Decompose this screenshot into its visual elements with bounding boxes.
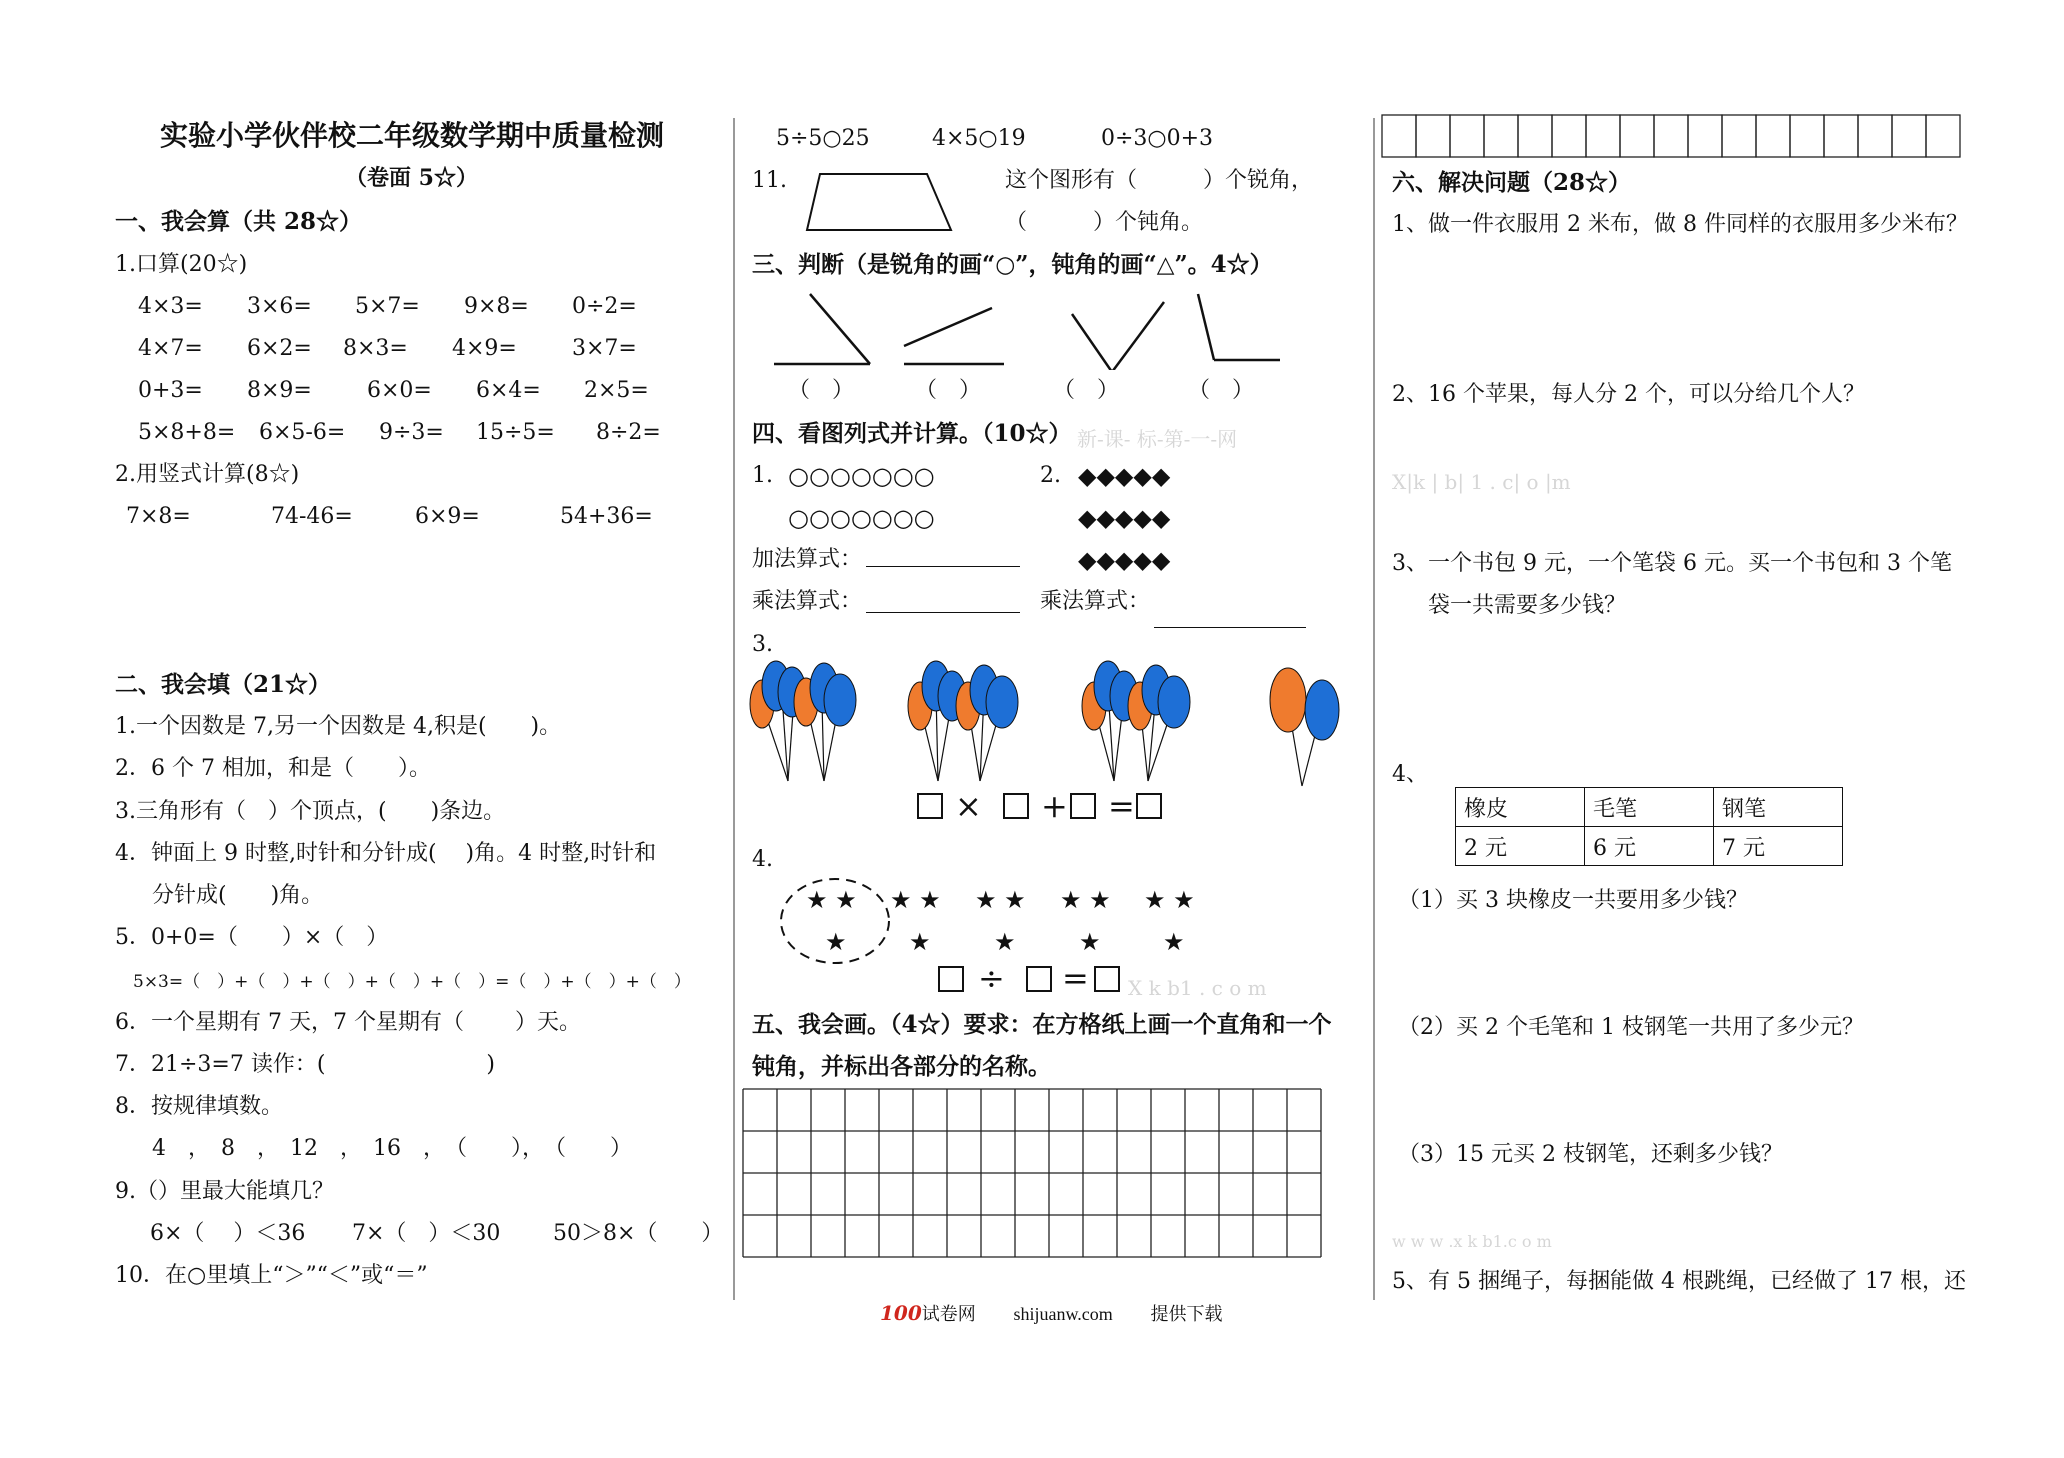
stars: ★ (1163, 928, 1185, 956)
cell-box (1586, 115, 1620, 157)
cell-box (1620, 115, 1654, 157)
diamonds-row: ◆◆◆◆◆ (1078, 504, 1171, 532)
math-item: 0+3= (138, 378, 203, 403)
angle-figures (770, 290, 1290, 370)
problem-number: 2. (1040, 463, 1061, 488)
calc-item: 6×9= (415, 504, 480, 529)
word-problem-cont: 袋一共需要多少钱？ (1428, 593, 1627, 618)
word-problem: 1、做一件衣服用 2 米布，做 8 件同样的衣服用多少米布？ (1392, 212, 1968, 237)
diamonds-row: ◆◆◆◆◆ (1078, 546, 1171, 574)
answer-box[interactable] (917, 793, 943, 819)
multiplication-label: 乘法算式： (752, 589, 863, 614)
download-note: 提供下载 (1150, 1304, 1223, 1325)
answer-box[interactable] (1136, 793, 1162, 819)
cell-box (1722, 115, 1756, 157)
question-number: 11. (752, 168, 787, 193)
math-item: 15÷5= (476, 420, 555, 445)
fill-question-cont: （ ）个钝角。 (1005, 210, 1204, 235)
section-5-heading-cont: 钝角，并标出各部分的名称。 (752, 1053, 1051, 1080)
math-item: 6×5-6= (259, 420, 346, 445)
circles-row: ○○○○○○○ (788, 504, 935, 532)
answer-paren[interactable]: （ ） (915, 378, 982, 403)
angle-figure (1198, 294, 1280, 360)
cell-box (1382, 115, 1416, 157)
fill-question: 6．一个星期有 7 天，7 个星期有（ ）天。 (115, 1010, 581, 1035)
divide-symbol: ÷ (978, 959, 1005, 997)
section-4-heading: 四、看图列式并计算。（10☆） (752, 420, 1072, 447)
fill-question: 7．21÷3=7 读作：( ) (115, 1052, 496, 1077)
cell-box (1484, 115, 1518, 157)
cell-box (1654, 115, 1688, 157)
answer-paren[interactable]: （ ） (1053, 378, 1120, 403)
answer-box[interactable] (1070, 793, 1096, 819)
math-item: 0÷2= (572, 294, 637, 319)
site-url[interactable]: shijuanw.com (1013, 1304, 1113, 1324)
compare-item: 6×（ ）＜36 (150, 1221, 306, 1246)
plus-symbol: + (1041, 787, 1068, 825)
problem-number: 1. (752, 463, 773, 488)
fill-question: 4．钟面上 9 时整,时针和分针成( )角。4 时整,时针和 (115, 841, 657, 866)
fill-question: 这个图形有（ ）个锐角， (1005, 168, 1314, 193)
multiplication-label: 乘法算式： (1040, 589, 1151, 614)
balloon-group (1082, 661, 1190, 781)
calc-item: 7×8= (126, 504, 191, 529)
balloon-group (1270, 668, 1339, 786)
addition-label: 加法算式： (752, 547, 863, 572)
math-item: 5×7= (355, 294, 420, 319)
balloon-groups (748, 656, 1348, 791)
compare-item: 50＞8×（ ） (553, 1221, 724, 1246)
equals-symbol: = (1108, 787, 1135, 825)
cell-box (1450, 115, 1484, 157)
answer-line[interactable] (1154, 627, 1306, 628)
fill-question: 3.三角形有（ ）个顶点，( )条边。 (115, 799, 506, 824)
math-item: 4×3= (138, 294, 203, 319)
price-table (1455, 787, 1843, 866)
angle-figure (1072, 302, 1164, 370)
column-divider (733, 118, 735, 1300)
answer-paren[interactable]: （ ） (1188, 378, 1255, 403)
angle-figure (904, 308, 1004, 364)
fill-question-cont: 分针成( )角。 (152, 883, 324, 908)
diamonds-row: ◆◆◆◆◆ (1078, 462, 1171, 490)
cell-box (1926, 115, 1960, 157)
stars: ★ (909, 928, 931, 956)
math-item: 3×7= (572, 336, 637, 361)
math-item: 4×9= (452, 336, 517, 361)
section-2-heading: 二、我会填（21☆） (115, 671, 332, 698)
compare-item: 5÷5○25 (776, 126, 870, 151)
angle-figure (774, 294, 870, 364)
cell-box (1552, 115, 1586, 157)
table-cell: 毛笔 (1585, 788, 1714, 827)
table-cell: 7 元 (1714, 827, 1843, 866)
stars: ★ ★ (1144, 886, 1195, 914)
balloon-group (750, 661, 856, 781)
stars: ★ (994, 928, 1016, 956)
multiply-symbol: × (955, 787, 982, 825)
compare-item: 4×5○19 (932, 126, 1026, 151)
watermark: 新-课- 标-第-一-网 (1077, 427, 1238, 451)
watermark: X k b1 . c o m (1128, 976, 1267, 1000)
stars: ★ (825, 928, 847, 956)
cell-box (1688, 115, 1722, 157)
cell-box (1790, 115, 1824, 157)
page-title: 实验小学伙伴校二年级数学期中质量检测 (160, 119, 665, 152)
problem-number: 3. (752, 632, 773, 657)
trapezoid-figure (805, 172, 955, 234)
section-1-sub-1: 1.口算(20☆) (115, 252, 248, 277)
top-cell-strip (1381, 114, 1965, 160)
fill-question: 1.一个因数是 7,另一个因数是 4,积是( )。 (115, 714, 562, 739)
section-6-heading: 六、解决问题（28☆） (1392, 169, 1632, 196)
word-problem: 2、16 个苹果，每人分 2 个，可以分给几个人？ (1392, 382, 1865, 407)
sub-question: （3）15 元买 2 枝钢笔，还剩多少钱？ (1398, 1142, 1783, 1167)
watermark: w w w .x k b1.c o m (1392, 1232, 1552, 1251)
compare-item: 7×（ ）＜30 (352, 1221, 501, 1246)
grid-paper[interactable] (742, 1088, 1326, 1260)
footer (880, 1300, 1223, 1326)
fill-question: 2．6 个 7 相加，和是（ ）。 (115, 756, 431, 781)
fill-question-cont: 5×3=（ ）+（ ）+（ ）+（ ）+（ ）=（ ）+（ ）+（ ） (133, 972, 691, 992)
equals-symbol: = (1062, 959, 1089, 997)
table-cell: 钢笔 (1714, 788, 1843, 827)
stars: ★ ★ (975, 886, 1026, 914)
math-item: 9÷3= (379, 420, 444, 445)
cell-box (1756, 115, 1790, 157)
math-item: 5×8+8= (138, 420, 236, 445)
problem-number: 4. (752, 847, 773, 872)
math-item: 3×6= (247, 294, 312, 319)
cell-box (1858, 115, 1892, 157)
table-cell: 6 元 (1585, 827, 1714, 866)
site-name: 试卷网 (921, 1304, 976, 1325)
answer-box[interactable] (1094, 966, 1120, 992)
word-problem: 3、一个书包 9 元，一个笔袋 6 元。买一个书包和 3 个笔 (1392, 551, 1952, 576)
math-item: 8÷2= (596, 420, 661, 445)
math-item: 8×9= (247, 378, 312, 403)
word-problem: 4、 (1392, 762, 1428, 787)
balloon-group (908, 661, 1018, 781)
table-row (1456, 788, 1843, 827)
word-problem: 5、有 5 捆绳子，每捆能做 4 根跳绳，已经做了 17 根，还 (1392, 1269, 1966, 1294)
table-cell: 2 元 (1456, 827, 1585, 866)
pattern-sequence: 4 ， 8 ， 12 ， 16 ， （ ）， （ ） (152, 1136, 632, 1161)
cell-box (1824, 115, 1858, 157)
fill-question: 8．按规律填数。 (115, 1094, 283, 1119)
site-logo: 100 (880, 1301, 922, 1325)
calc-item: 74-46= (271, 504, 353, 529)
math-item: 4×7= (138, 336, 203, 361)
sub-question: （1）买 3 块橡皮一共要用多少钱？ (1398, 888, 1748, 913)
compare-item: 0÷3○0+3 (1101, 126, 1214, 151)
math-item: 6×4= (476, 378, 541, 403)
cell-box (1518, 115, 1552, 157)
answer-box[interactable] (1003, 793, 1029, 819)
fill-question: 10．在○里填上“＞”“＜”或“＝” (115, 1263, 428, 1288)
table-row (1456, 827, 1843, 866)
column-divider (1373, 118, 1375, 1300)
page-subtitle: （卷面 5☆） (345, 165, 478, 191)
section-5-heading: 五、我会画。（4☆）要求：在方格纸上画一个直角和一个 (752, 1011, 1332, 1038)
section-3-heading: 三、判断（是锐角的画“○”，钝角的画“△”。4☆） (752, 251, 1273, 278)
answer-box[interactable] (938, 966, 964, 992)
fill-question: 9.（）里最大能填几？ (115, 1179, 334, 1204)
section-1-heading: 一、我会算（共 28☆） (115, 208, 363, 235)
cell-box (1892, 115, 1926, 157)
math-item: 8×3= (343, 336, 408, 361)
section-1-sub-2: 2.用竖式计算(8☆) (115, 462, 300, 487)
answer-box[interactable] (1026, 966, 1052, 992)
stars: ★ ★ (890, 886, 941, 914)
watermark: X|k | b| 1 . c| o |m (1392, 470, 1571, 494)
table-cell: 橡皮 (1456, 788, 1585, 827)
fill-question: 5．0+0=（ ）×（ ） (115, 925, 389, 950)
math-item: 6×0= (367, 378, 432, 403)
sub-question: （2）买 2 个毛笔和 1 枝钢笔一共用了多少元？ (1398, 1015, 1864, 1040)
math-item: 6×2= (247, 336, 312, 361)
math-item: 2×5= (584, 378, 649, 403)
math-item: 9×8= (464, 294, 529, 319)
circles-row: ○○○○○○○ (788, 462, 935, 490)
stars: ★ ★ (1060, 886, 1111, 914)
stars: ★ (1079, 928, 1101, 956)
answer-paren[interactable]: （ ） (788, 378, 855, 403)
calc-item: 54+36= (560, 504, 653, 529)
answer-line[interactable] (866, 612, 1020, 613)
stars: ★ ★ (806, 886, 857, 914)
answer-line[interactable] (866, 566, 1020, 567)
cell-box (1416, 115, 1450, 157)
